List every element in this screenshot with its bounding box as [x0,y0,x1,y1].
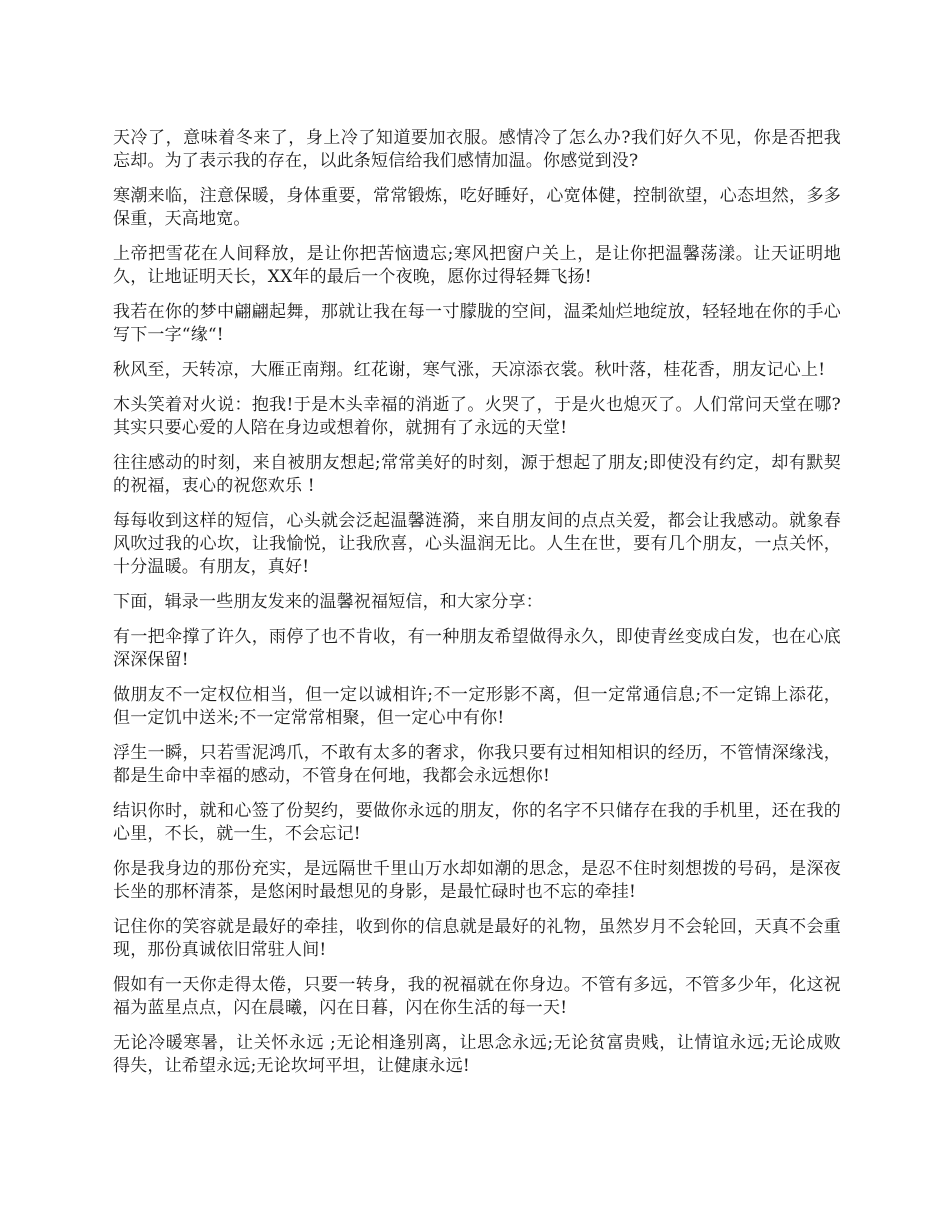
paragraph-1: 天冷了，意味着冬来了，身上冷了知道要加衣服。感情冷了怎么办?我们好久不见，你是否把我忘却。为了表示我的存在，以此条短信给我们感情加温。你感觉到没? [113,128,841,171]
paragraph-15: 记住你的笑容就是最好的牵挂，收到你的信息就是最好的礼物，虽然岁月不会轮回，天真不会重现，那份真诚依旧常驻人间! [113,917,841,960]
paragraph-7: 往往感动的时刻，来自被朋友想起;常常美好的时刻，源于想起了朋友;即使没有约定，却有默契的祝福，衷心的祝您欢乐 ! [113,453,841,496]
paragraph-16: 假如有一天你走得太倦，只要一转身，我的祝福就在你身边。不管有多远，不管多少年，化这祝福为蓝星点点，闪在晨曦，闪在日暮，闪在你生活的每一天! [113,975,841,1018]
paragraph-14: 你是我身边的那份充实，是远隔世千里山万水却如潮的思念，是忍不住时刻想拨的号码，是深夜长坐的那杯清茶，是悠闲时最想见的身影，是最忙碌时也不忘的牵挂! [113,859,841,902]
paragraph-17: 无论冷暖寒暑，让关怀永远 ;无论相逢别离，让思念永远;无论贫富贵贱，让情谊永远;无论成败得失，让希望永远;无论坎坷平坦，让健康永远! [113,1033,841,1076]
paragraph-5: 秋风至，天转凉，大雁正南翔。红花谢，寒气涨，天凉添衣裳。秋叶落，桂花香，朋友记心上! [113,360,826,380]
paragraph-12: 浮生一瞬，只若雪泥鸿爪，不敢有太多的奢求，你我只要有过相知相识的经历，不管情深缘浅，都是生命中幸福的感动，不管身在何地，我都会永远想你! [113,743,841,786]
paragraph-4: 我若在你的梦中翩翩起舞，那就让我在每一寸朦胧的空间，温柔灿烂地绽放，轻轻地在你的手心写下一字“缘“! [113,302,841,345]
paragraph-2: 寒潮来临，注意保暖，身体重要，常常锻炼，吃好睡好，心宽体健，控制欲望，心态坦然，多多保重，天高地宽。 [113,186,841,229]
paragraph-6: 木头笑着对火说：抱我!于是木头幸福的消逝了。火哭了，于是火也熄灭了。人们常问天堂在哪?其实只要心爱的人陪在身边或想着你，就拥有了永远的天堂! [113,395,841,438]
paragraph-13: 结识你时，就和心签了份契约，要做你永远的朋友，你的名字不只储存在我的手机里，还在我的心里，不长，就一生，不会忘记! [113,801,841,844]
paragraph-3: 上帝把雪花在人间释放，是让你把苦恼遗忘;寒风把窗户关上，是让你把温馨荡漾。让天证明地久，让地证明天长，XX年的最后一个夜晚，愿你过得轻舞飞扬! [113,244,841,287]
paragraph-8: 每每收到这样的短信，心头就会泛起温馨涟漪，来自朋友间的点点关爱，都会让我感动。就象春风吹过我的心坎，让我愉悦，让我欣喜，心头温润无比。人生在世，要有几个朋友，一点关怀，十分温暖。有朋友，真好! [113,511,841,577]
paragraph-11: 做朋友不一定权位相当，但一定以诚相许;不一定形影不离，但一定常通信息;不一定锦上添花，但一定饥中送米;不一定常常相聚，但一定心中有你! [113,685,841,728]
paragraph-9: 下面，辑录一些朋友发来的温馨祝福短信，和大家分享： [113,592,543,612]
paragraph-10: 有一把伞撑了许久，雨停了也不肯收，有一种朋友希望做得永久，即使青丝变成白发，也在心底深深保留! [113,627,841,670]
document-body [113,127,841,1090]
